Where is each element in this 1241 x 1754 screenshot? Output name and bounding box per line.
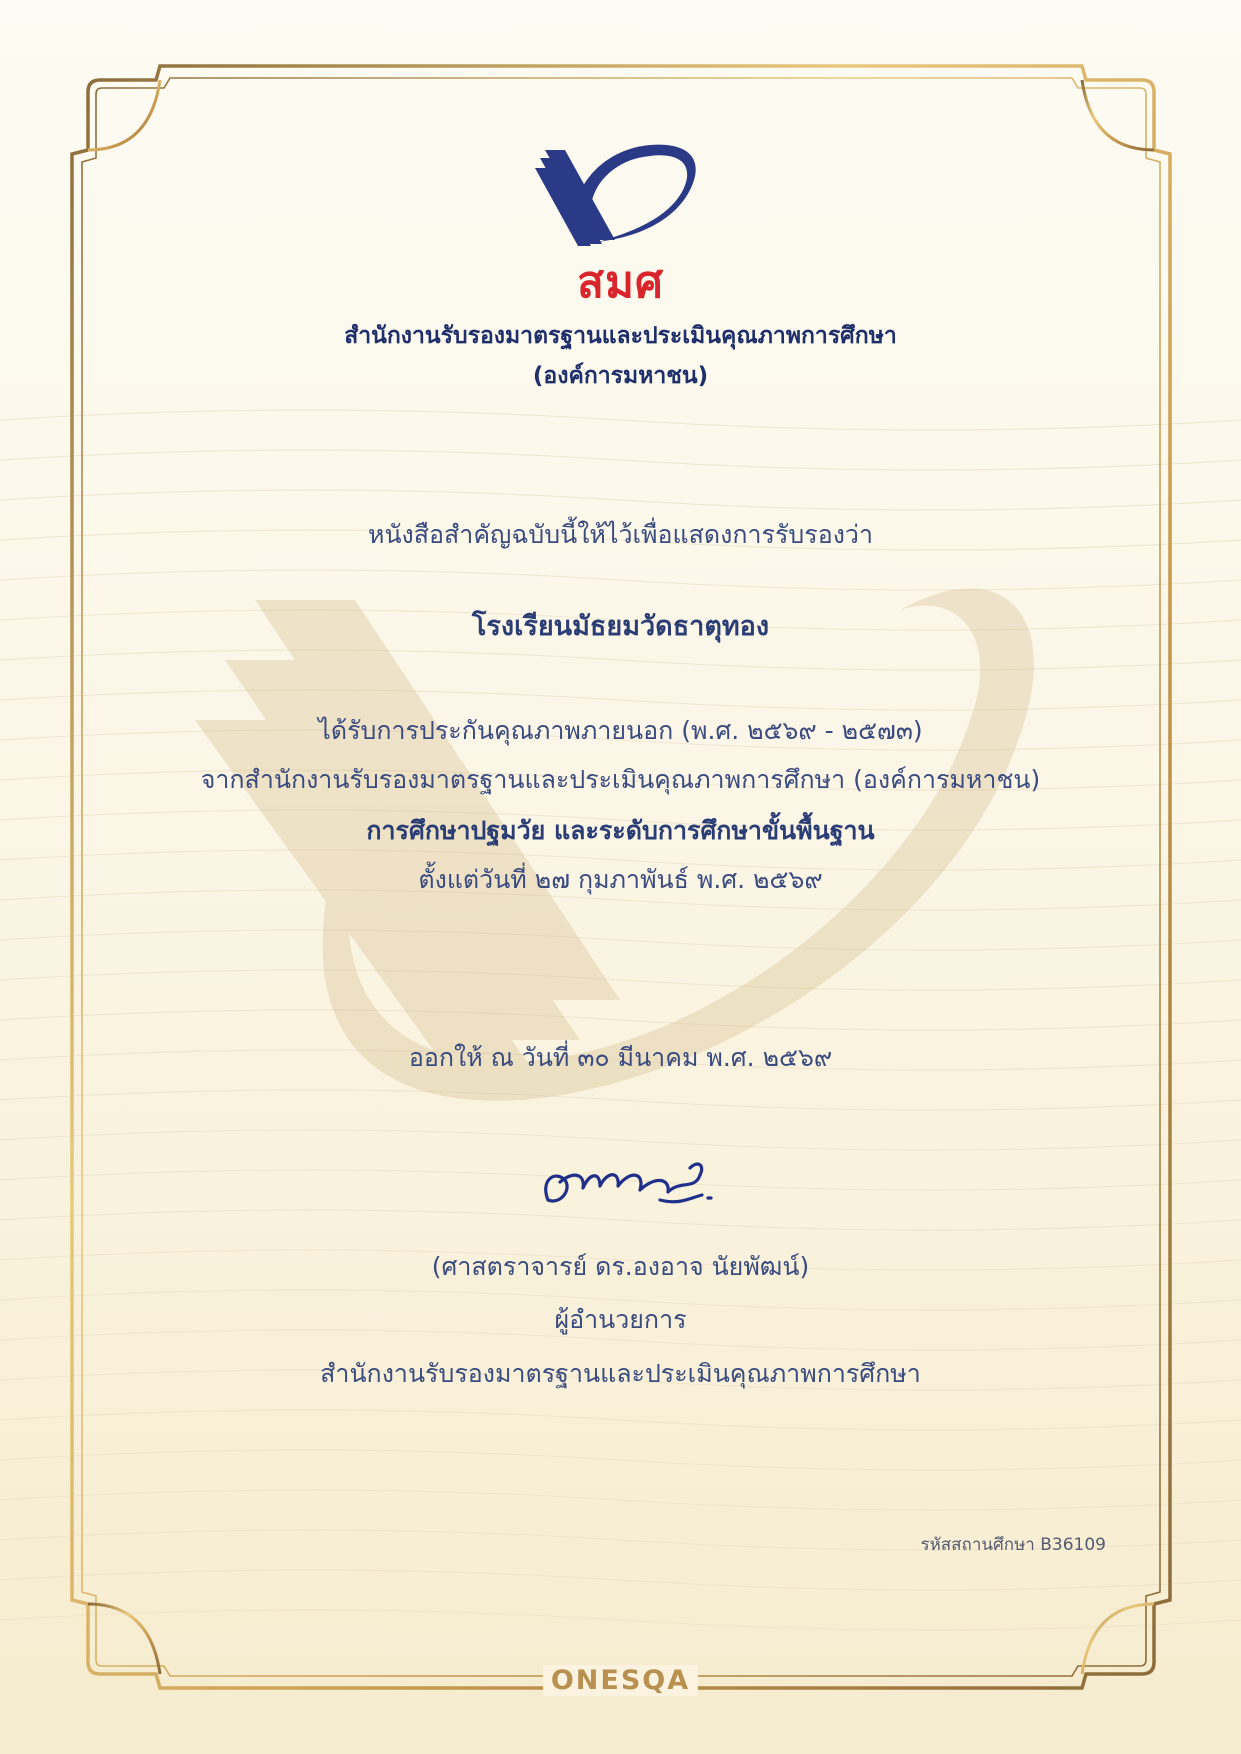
certificate-intro: หนังสือสำคัญฉบับนี้ให้ไว้เพื่อแสดงการรับรองว่า — [367, 520, 873, 549]
logo-abbreviation: สมศ — [577, 257, 664, 308]
signatory-title: ผู้อำนวยการ — [554, 1305, 687, 1334]
footer-brand — [0, 1665, 1241, 1696]
school-name: โรงเรียนมัธยมวัดธาตุทอง — [471, 611, 770, 642]
organization-name: สำนักงานรับรองมาตรฐานและประเมินคุณภาพการศึกษา — [344, 323, 897, 349]
organization-type: (องค์การมหาชน) — [532, 363, 709, 389]
footer-brand-text: ONESQA — [543, 1665, 698, 1696]
accreditation-period: ได้รับการประกันคุณภาพภายนอก (พ.ศ. ๒๕๖๙ - ๒๕๗๓) — [318, 716, 923, 745]
signatory-name: (ศาสตราจารย์ ดร.องอาจ นัยพัฒน์) — [431, 1252, 810, 1281]
issue-date: ออกให้ ณ วันที่ ๓๐ มีนาคม พ.ศ. ๒๕๖๙ — [408, 1043, 833, 1072]
accreditation-levels: การศึกษาปฐมวัย และระดับการศึกษาขั้นพื้นฐาน — [366, 816, 875, 845]
school-code: รหัสสถานศึกษา B36109 — [920, 1535, 1106, 1555]
accreditation-issuer: จากสำนักงานรับรองมาตรฐานและประเมินคุณภาพการศึกษา (องค์การมหาชน) — [200, 765, 1041, 794]
accreditation-start-date: ตั้งแต่วันที่ ๒๗ กุมภาพันธ์ พ.ศ. ๒๕๖๙ — [418, 865, 823, 894]
signatory-organization: สำนักงานรับรองมาตรฐานและประเมินคุณภาพการศึกษา — [320, 1359, 921, 1388]
